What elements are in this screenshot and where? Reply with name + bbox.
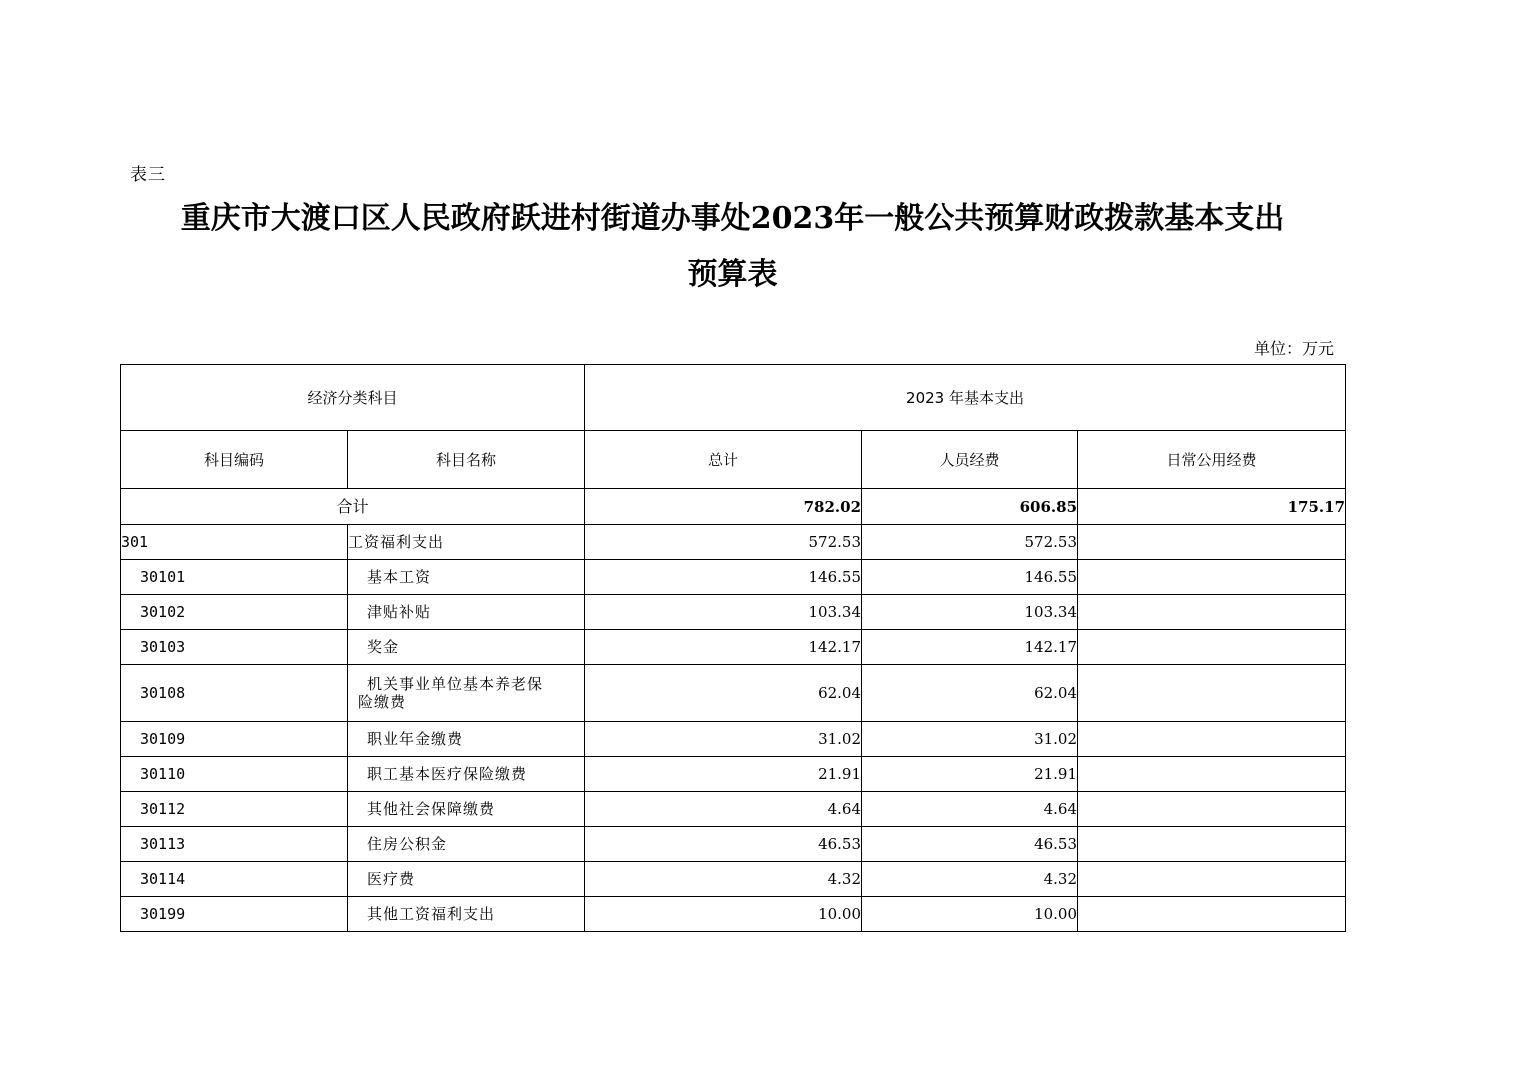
table-row	[121, 792, 1346, 827]
header-economic-classification: 经济分类科目	[121, 365, 585, 431]
row-name: 职工基本医疗保险缴费	[348, 757, 585, 792]
row-code: 30101	[121, 560, 348, 595]
table-row	[121, 722, 1346, 757]
row-name-line1: 机关事业单位基本养老保	[367, 675, 544, 693]
row-personnel: 4.32	[862, 862, 1078, 897]
table-row	[121, 897, 1346, 932]
page-title: 重庆市大渡口区人民政府跃进村街道办事处2023年一般公共预算财政拨款基本支出	[180, 201, 1285, 236]
row-name: 其他社会保障缴费	[348, 792, 585, 827]
header-basic-expenditure: 2023 年基本支出	[585, 365, 1346, 431]
table-row	[121, 595, 1346, 630]
row-public	[1078, 757, 1346, 792]
row-public	[1078, 897, 1346, 932]
table-number: 表三	[130, 165, 166, 185]
table-row	[121, 630, 1346, 665]
row-public	[1078, 525, 1346, 560]
row-code: 30112	[121, 792, 348, 827]
row-code: 30109	[121, 722, 348, 757]
header-row-group	[121, 365, 1346, 431]
row-name: 其他工资福利支出	[348, 897, 585, 932]
header-total: 总计	[585, 431, 862, 489]
row-name: 工资福利支出	[348, 525, 585, 560]
row-public	[1078, 792, 1346, 827]
total-public: 175.17	[1078, 489, 1346, 525]
row-code: 30114	[121, 862, 348, 897]
row-personnel: 142.17	[862, 630, 1078, 665]
header-name: 科目名称	[348, 431, 585, 489]
row-code: 30110	[121, 757, 348, 792]
row-total: 103.34	[585, 595, 862, 630]
row-name: 基本工资	[348, 560, 585, 595]
total-row	[121, 489, 1346, 525]
row-public	[1078, 862, 1346, 897]
row-code: 30199	[121, 897, 348, 932]
unit-label: 单位：万元	[1253, 339, 1334, 358]
page-title-line2: 预算表	[687, 257, 778, 292]
row-code: 30113	[121, 827, 348, 862]
row-total: 10.00	[585, 897, 862, 932]
row-public	[1078, 560, 1346, 595]
row-total: 142.17	[585, 630, 862, 665]
row-total: 46.53	[585, 827, 862, 862]
row-personnel: 46.53	[862, 827, 1078, 862]
row-total: 4.32	[585, 862, 862, 897]
row-name	[348, 665, 585, 722]
row-total: 31.02	[585, 722, 862, 757]
row-personnel: 103.34	[862, 595, 1078, 630]
header-code: 科目编码	[121, 431, 348, 489]
row-public	[1078, 722, 1346, 757]
header-public: 日常公用经费	[1078, 431, 1346, 489]
table-row	[121, 560, 1346, 595]
row-public	[1078, 630, 1346, 665]
row-personnel: 31.02	[862, 722, 1078, 757]
row-code: 30102	[121, 595, 348, 630]
row-name: 医疗费	[348, 862, 585, 897]
row-public	[1078, 595, 1346, 630]
row-name: 职业年金缴费	[348, 722, 585, 757]
row-code: 30103	[121, 630, 348, 665]
row-public	[1078, 665, 1346, 722]
budget-table	[120, 364, 1346, 932]
row-public	[1078, 827, 1346, 862]
row-personnel: 10.00	[862, 897, 1078, 932]
row-total: 146.55	[585, 560, 862, 595]
table-row	[121, 525, 1346, 560]
row-personnel: 21.91	[862, 757, 1078, 792]
row-total: 62.04	[585, 665, 862, 722]
row-total: 572.53	[585, 525, 862, 560]
row-name: 津贴补贴	[348, 595, 585, 630]
total-personnel: 606.85	[862, 489, 1078, 525]
row-personnel: 572.53	[862, 525, 1078, 560]
total-total: 782.02	[585, 489, 862, 525]
row-personnel: 62.04	[862, 665, 1078, 722]
row-personnel: 4.64	[862, 792, 1078, 827]
table-row	[121, 862, 1346, 897]
row-name: 奖金	[348, 630, 585, 665]
table-row	[121, 665, 1346, 722]
row-personnel: 146.55	[862, 560, 1078, 595]
row-total: 4.64	[585, 792, 862, 827]
table-row	[121, 757, 1346, 792]
row-name: 住房公积金	[348, 827, 585, 862]
row-code: 301	[121, 525, 348, 560]
row-name-line2: 险缴费	[358, 693, 407, 711]
total-label: 合计	[121, 489, 585, 525]
header-row-columns	[121, 431, 1346, 489]
row-total: 21.91	[585, 757, 862, 792]
row-code: 30108	[121, 665, 348, 722]
header-personnel: 人员经费	[862, 431, 1078, 489]
table-row	[121, 827, 1346, 862]
